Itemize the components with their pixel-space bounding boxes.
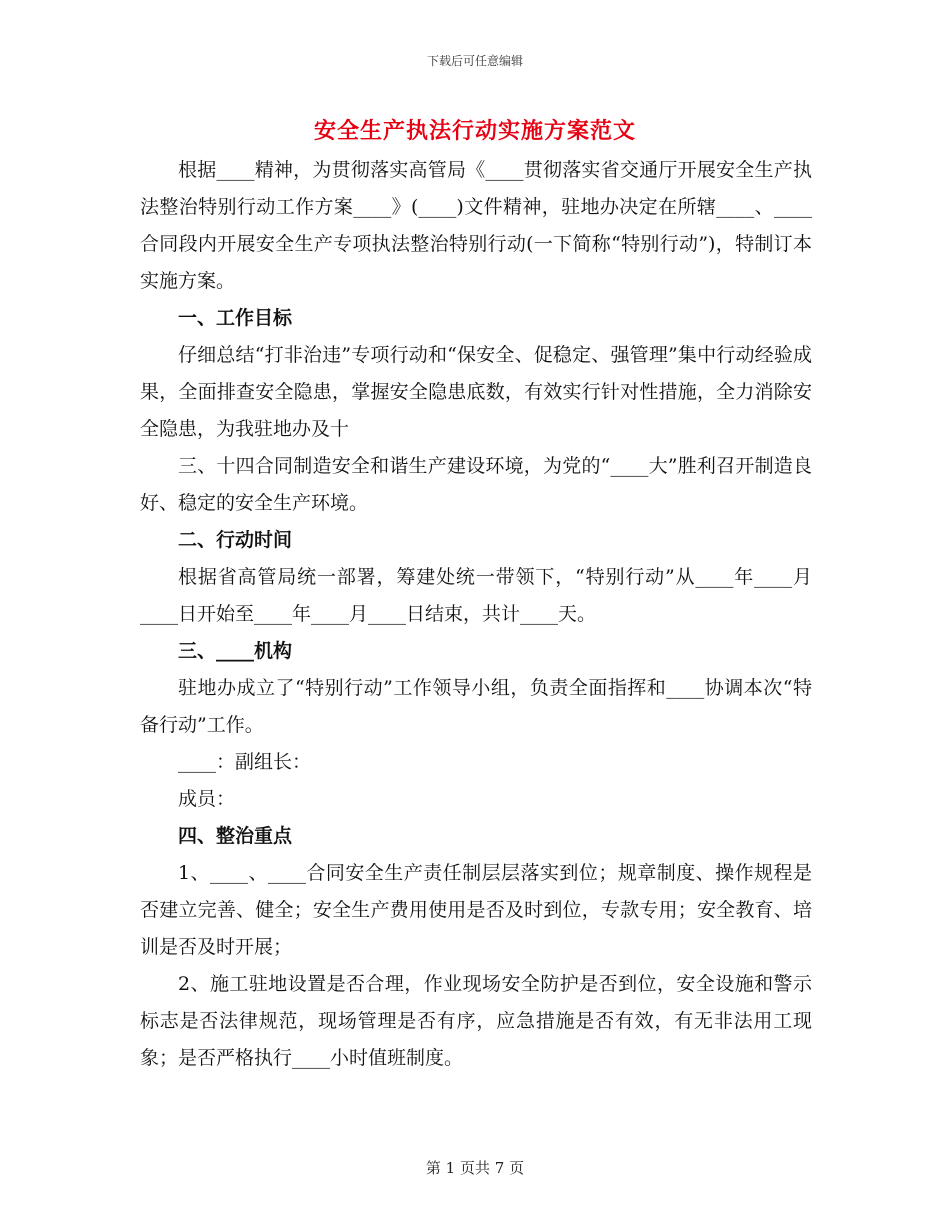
paragraph-deputy-leader: ____：副组长： (178, 751, 312, 773)
paragraph-goals-continued: 三、十四合同制造安全和谐生产建设环境，为党的“____大”胜利召开制造良好、稳定的安全生产环境。 (140, 455, 812, 514)
section-heading-time: 二、行动时间 (178, 529, 293, 551)
document-body (140, 152, 812, 1077)
paragraph-members: 成员： (178, 788, 236, 810)
paragraph-intro: 根据____精神，为贯彻落实高管局《____贯彻落实省交通厅开展安全生产执法整治特别行动工作方案____》(____)文件精神，驻地办决定在所辖____、____合同段内开展安全生产专项执法整治特别行动(一下简称“特别行动”)，特制订本实施方案。 (140, 159, 812, 292)
paragraph-time: 根据省高管局统一部署，筹建处统一带领下，“特别行动”从____年____月____日开始至____年____月____日结束，共计____天。 (140, 566, 812, 625)
paragraph-focus-2: 2、施工驻地设置是否合理，作业现场安全防护是否到位，安全设施和警示标志是否法律规范，现场管理是否有序，应急措施是否有效，有无非法用工现象；是否严格执行____小时值班制度。 (140, 973, 812, 1069)
section-heading-focus: 四、整治重点 (178, 825, 293, 847)
section-heading-goals: 一、工作目标 (178, 307, 293, 329)
page-header-note: 下载后可任意编辑 (426, 54, 523, 68)
paragraph-focus-1: 1、____、____合同安全生产责任制层层落实到位；规章制度、操作规程是否建立完善、健全；安全生产费用使用是否及时到位，专款专用；安全教育、培训是否及时开展； (140, 862, 812, 958)
document-title: 安全生产执法行动实施方案范文 (313, 118, 636, 144)
page-number: 第 1 页共 7 页 (425, 1159, 525, 1177)
paragraph-goals: 仔细总结“打非治违”专项行动和“保安全、促稳定、强管理”集中行动经验成果，全面排查安全隐患，掌握安全隐患底数，有效实行针对性措施，全力消除安全隐患，为我驻地办及十 (140, 344, 812, 440)
section-heading-organization: 三、____机构 (178, 640, 293, 662)
paragraph-organization: 驻地办成立了“特别行动”工作领导小组，负责全面指挥和____协调本次“特备行动”工作。 (140, 677, 812, 736)
